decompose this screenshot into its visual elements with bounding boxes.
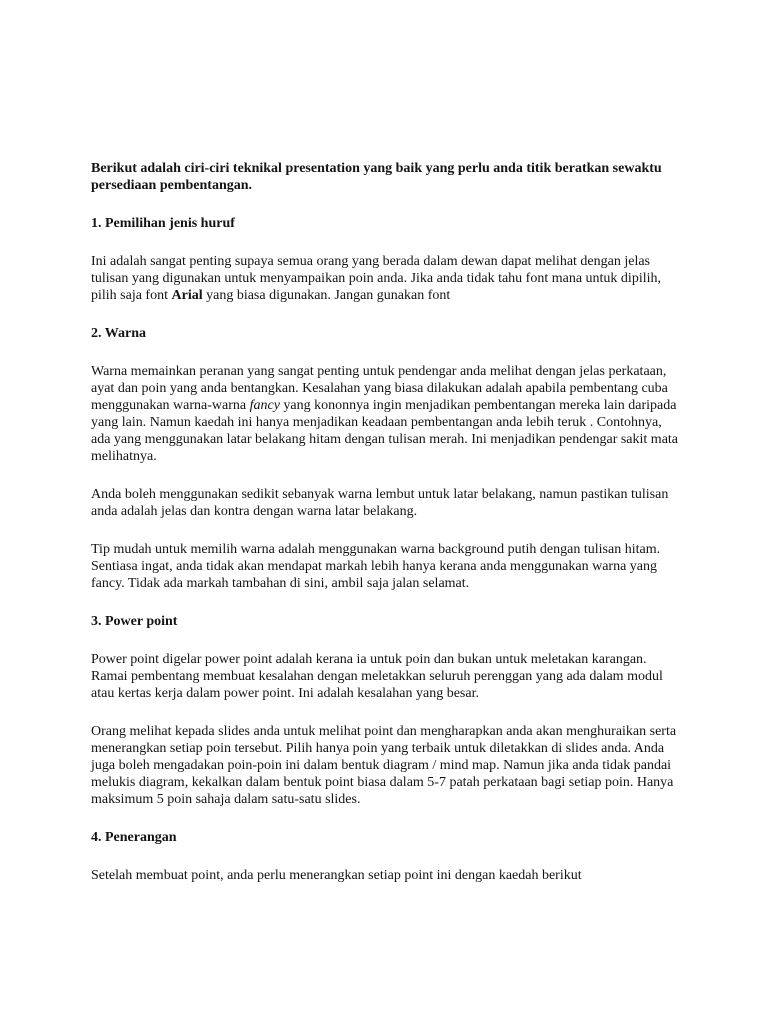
text-run: yang kononnya ingin menjadikan pembentangan mereka lain daripada yang lain. Namun kaedah ini hanya menjadikan keadaan pembentangan anda lebih teruk . Contohnya, ada yang menggunakan latar belakang hitam dengan tulisan merah. Ini menjadikan pendengar sakit mata melihatnya. [91, 398, 679, 464]
section-heading: 3. Power point [91, 614, 178, 629]
body-paragraph [91, 363, 681, 465]
section-heading: 4. Penerangan [91, 830, 177, 845]
text-run: Warna memainkan peranan yang sangat penting untuk pendengar anda melihat dengan jelas perkataan, ayat dan poin yang anda bentangkan. Kesalahan yang biasa dilakukan adalah apabila pembentang cuba menggunakan warna-warna [91, 364, 668, 413]
section-font-choice [91, 215, 681, 304]
body-paragraph: Power point digelar power point adalah kerana ia untuk poin dan bukan untuk meletakan karangan. Ramai pembentang membuat kesalahan dengan meletakkan seluruh perenggan yang ada dalam modul atau kertas kerja dalam power point. Ini adalah kesalahan yang besar. [91, 652, 663, 701]
section-heading: 1. Pemilihan jenis huruf [91, 216, 235, 231]
section-colour [91, 325, 681, 592]
section-power-point [91, 613, 681, 808]
section-heading: 2. Warna [91, 326, 146, 341]
body-paragraph: Setelah membuat point, anda perlu menerangkan setiap point ini dengan kaedah berikut [91, 868, 582, 883]
section-explanation [91, 829, 681, 884]
document-page [91, 160, 681, 905]
body-paragraph [91, 253, 681, 304]
body-paragraph: Anda boleh menggunakan sedikit sebanyak warna lembut untuk latar belakang, namun pastikan tulisan anda adalah jelas dan kontra dengan warna latar belakang. [91, 487, 669, 519]
text-run: yang biasa digunakan. Jangan gunakan font [202, 288, 451, 303]
bold-text-run: Arial [171, 288, 203, 303]
intro-paragraph: Berikut adalah ciri-ciri teknikal presentation yang baik yang perlu anda titik beratkan sewaktu persediaan pembentangan. [91, 161, 662, 193]
body-paragraph: Orang melihat kepada slides anda untuk melihat point dan mengharapkan anda akan menghuraikan serta menerangkan setiap poin tersebut. Pilih hanya poin yang terbaik untuk diletakkan di slides anda. Anda juga boleh mengadakan poin-poin ini dalam bentuk diagram / mind map. Namun jika anda tidak pandai melukis diagram, kekalkan dalam bentuk point biasa dalam 5-7 patah perkataan bagi setiap poin. Hanya maksimum 5 poin sahaja dalam satu-satu slides. [91, 724, 677, 807]
body-paragraph: Tip mudah untuk memilih warna adalah menggunakan warna background putih dengan tulisan hitam. Sentiasa ingat, anda tidak akan mendapat markah lebih hanya kerana anda menggunakan warna yang fancy. Tidak ada markah tambahan di sini, ambil saja jalan selamat. [91, 542, 661, 591]
italic-text-run: fancy [249, 398, 280, 413]
text-run: Ini adalah sangat penting supaya semua orang yang berada dalam dewan dapat melihat dengan jelas tulisan yang digunakan untuk menyampaikan poin anda. Jika anda tidak tahu font mana untuk dipilih, pilih saja font [91, 254, 661, 303]
